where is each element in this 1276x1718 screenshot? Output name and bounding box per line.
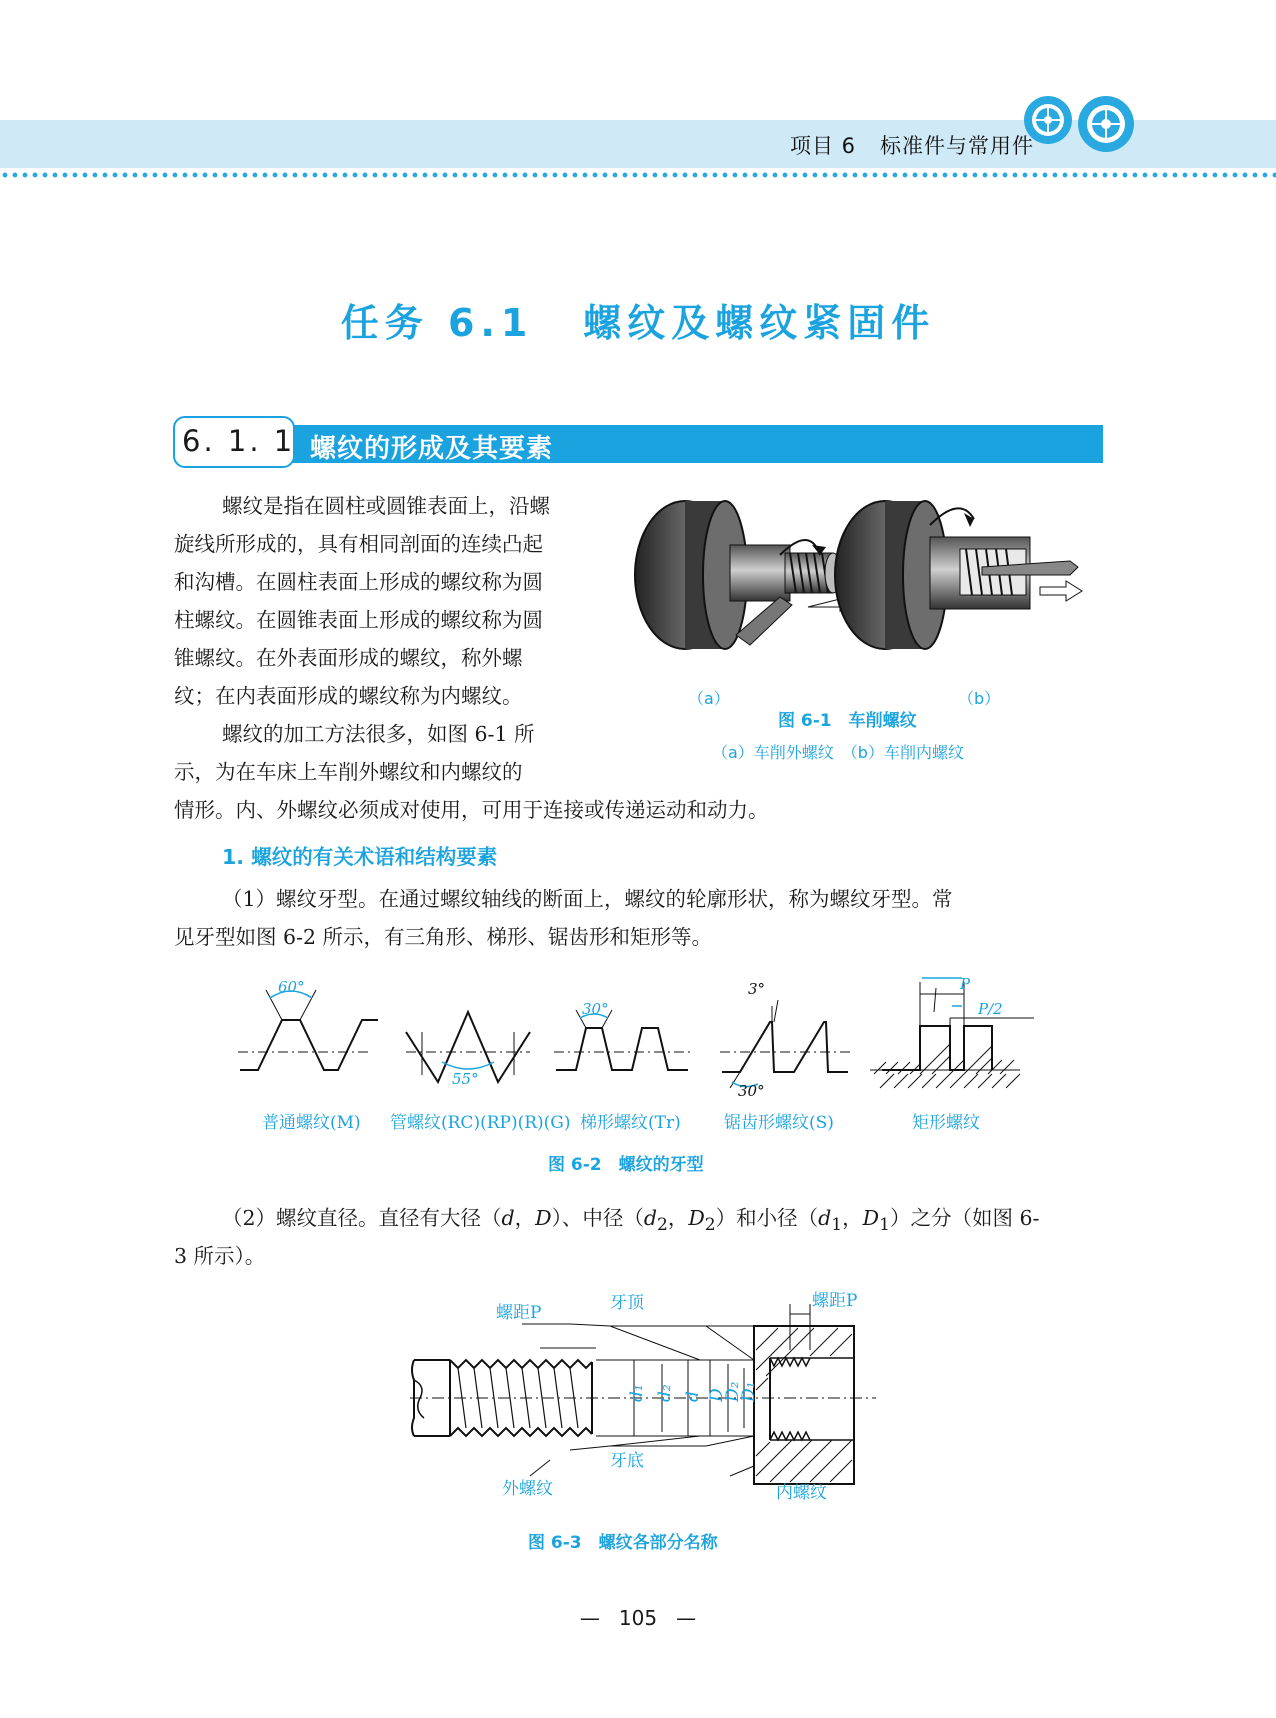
figure-6-1-illustration <box>630 495 1090 675</box>
profile-name-buttress: 锯齿形螺纹(S) <box>724 1113 834 1133</box>
D1-label: D₁ <box>739 1381 759 1402</box>
intro-line-4: 柱螺纹。在圆锥表面上形成的螺纹称为圆 <box>174 608 543 632</box>
angle-3-label: 3° <box>748 980 766 998</box>
section-number: 6. 1. 1 <box>182 424 296 458</box>
task-label: 任务 6.1 <box>340 301 534 345</box>
angle-60-label: 60° <box>278 978 305 996</box>
profile-name-square: 矩形螺纹 <box>912 1113 980 1133</box>
figure-6-2-illustration <box>230 970 1050 1105</box>
intro-line-9: 情形。内、外螺纹必须成对使用，可用于连接或传递运动和动力。 <box>174 798 769 822</box>
crest-label: 牙顶 <box>610 1293 644 1313</box>
chuck-b <box>835 501 1082 649</box>
diameter-sep-c: ， <box>842 1206 863 1230</box>
section-title: 螺纹的形成及其要素 <box>310 434 554 464</box>
d-label: d <box>683 1391 703 1402</box>
symbol-d2: d <box>643 1206 657 1230</box>
symbol-D1: D <box>862 1206 880 1230</box>
figure-6-3-illustration <box>410 1290 880 1500</box>
root-label: 牙底 <box>610 1451 644 1471</box>
symbol-d: d <box>501 1206 515 1230</box>
thread-form-line-1: （1）螺纹牙型。在通过螺纹轴线的断面上，螺纹的轮廓形状，称为螺纹牙型。常 <box>222 887 953 911</box>
d1-label: d₁ <box>627 1384 647 1402</box>
internal-thread-label: 内螺纹 <box>776 1483 827 1500</box>
symbol-D: D <box>535 1206 552 1230</box>
diameter-text-a: （2）螺纹直径。直径有大径（ <box>222 1206 502 1230</box>
symbol-D1-sub: 1 <box>879 1215 890 1236</box>
gears-icon <box>1020 84 1140 158</box>
angle-30-saw-label: 30° <box>738 1082 765 1100</box>
pitch-p-label: P <box>960 975 971 993</box>
pitch-half-label: P/2 <box>978 1000 1003 1018</box>
profile-metric <box>238 990 378 1070</box>
profile-square <box>870 982 1034 1070</box>
fig-6-1-subcaption: （a）车削外螺纹 （b）车削内螺纹 <box>712 743 964 762</box>
task-name: 螺纹及螺纹紧固件 <box>583 301 936 345</box>
profile-name-metric: 普通螺纹(M) <box>262 1113 361 1133</box>
task-title <box>0 292 1276 347</box>
intro-line-8: 示，为在车床上车削外螺纹和内螺纹的 <box>174 760 523 784</box>
diameter-text-d: ）之分（如图 6- <box>889 1206 1040 1230</box>
fig-6-1-label-a: （a） <box>688 689 730 708</box>
dotted-divider <box>0 172 1276 178</box>
intro-line-5: 锥螺纹。在外表面形成的螺纹，称外螺 <box>174 646 523 670</box>
fig-6-3-caption: 图 6-3 螺纹各部分名称 <box>528 1533 718 1553</box>
symbol-D2: D <box>688 1206 705 1230</box>
diameter-line-1 <box>222 1199 1039 1244</box>
profile-buttress <box>720 1000 850 1088</box>
symbol-d2-sub: 2 <box>656 1215 668 1236</box>
fig-6-1-caption: 图 6-1 车削螺纹 <box>778 711 917 731</box>
header-project: 项目 6 <box>790 134 857 158</box>
angle-30-trap-label: 30° <box>582 1000 609 1018</box>
d2-label: d₂ <box>655 1384 675 1402</box>
fig-6-1-label-b: （b） <box>958 689 1001 708</box>
diameter-sep-b: ， <box>667 1206 689 1230</box>
external-thread-label: 外螺纹 <box>502 1479 553 1499</box>
pitch-left-label: 螺距P <box>496 1303 542 1323</box>
chuck-a <box>635 501 854 649</box>
diameter-line-2: 3 所示）。 <box>174 1244 266 1268</box>
intro-line-2: 旋线所形成的，具有相同剖面的连续凸起 <box>174 532 543 556</box>
diameter-text-b: ）、中径（ <box>551 1206 644 1230</box>
running-header <box>790 130 1034 160</box>
intro-line-1: 螺纹是指在圆柱或圆锥表面上，沿螺 <box>222 494 550 518</box>
diameter-text-c: ）和小径（ <box>715 1206 819 1230</box>
D2-label: D₂ <box>723 1381 743 1402</box>
fig-6-2-caption: 图 6-2 螺纹的牙型 <box>548 1155 704 1175</box>
symbol-d1: d <box>818 1206 832 1230</box>
D-label: D <box>707 1388 727 1402</box>
page-number: — 105 — <box>579 1606 697 1630</box>
thread-form-line-2: 见牙型如图 6-2 所示，有三角形、梯形、锯齿形和矩形等。 <box>174 925 713 949</box>
symbol-D2-sub: 2 <box>704 1215 716 1236</box>
diameter-sep-a: ， <box>514 1206 536 1230</box>
intro-line-6: 纹；在内表面形成的螺纹称为内螺纹。 <box>174 684 523 708</box>
angle-55-label: 55° <box>452 1070 479 1088</box>
pitch-right-label: 螺距P <box>812 1291 858 1311</box>
symbol-d1-sub: 1 <box>831 1215 843 1236</box>
header-chapter: 标准件与常用件 <box>880 134 1035 158</box>
profile-name-trapezoidal: 梯形螺纹(Tr) <box>580 1113 681 1133</box>
profile-name-pipe: 管螺纹(RC)(RP)(R)(G) <box>390 1113 571 1133</box>
subsection-1-heading: 1. 螺纹的有关术语和结构要素 <box>222 845 498 869</box>
intro-line-7: 螺纹的加工方法很多，如图 6-1 所 <box>222 722 535 746</box>
profile-trapezoidal <box>554 1010 690 1070</box>
page-number-value: 105 <box>618 1606 658 1630</box>
intro-line-3: 和沟槽。在圆柱表面上形成的螺纹称为圆 <box>174 570 543 594</box>
